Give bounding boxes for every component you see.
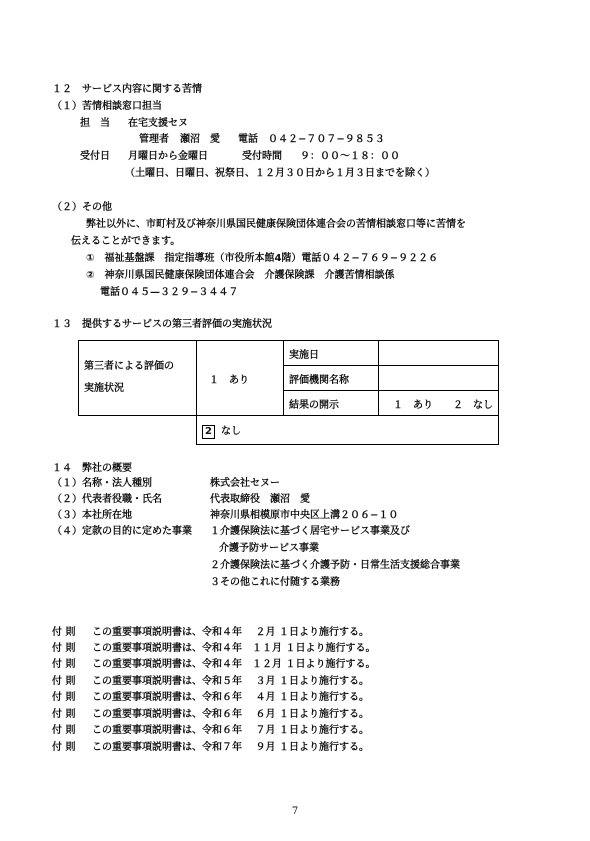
supplementary-label: 付 則: [52, 643, 76, 654]
purpose-line-3: ２介護保険法に基づく介護予防・日常生活支援総合事業: [210, 560, 460, 571]
contact-1: ① 福祉基盤課 指定指導班（市役所本館4階）電話０４２−７６９−９２２６: [86, 253, 439, 264]
company-row-label: （１）名称・法人種別: [52, 478, 152, 489]
company-row-value: １介護保険法に基づく居宅サービス事業及び: [210, 526, 410, 537]
row-implementation-date-label: 実施日: [284, 341, 379, 366]
uketsuke-label: 受付日: [80, 151, 110, 162]
row-implementation-date-value: [379, 341, 499, 366]
supplementary-label: 付 則: [52, 742, 76, 753]
manager-label: 管理者: [139, 134, 169, 145]
supplementary-text: この重要事項説明書は、令和５年 ３月 １日より施行する。: [92, 676, 369, 687]
row-evaluator-name-label: 評価機関名称: [284, 366, 379, 391]
purpose-line-2: 介護予防サービス事業: [219, 543, 319, 554]
uketsuke-note: （土曜日、日曜日、祝祭日、１２月３０日から１月３日までを除く）: [125, 168, 435, 179]
supplementary-label: 付 則: [52, 709, 76, 720]
row-disclosure-label: 結果の開示: [284, 391, 379, 416]
contact-2: ② 神奈川県国民健康保険団体連合会 介護保険課 介護苦情相談係: [86, 270, 395, 281]
other-title: （２）その他: [52, 202, 112, 213]
row-evaluator-name-value: [379, 366, 499, 391]
section-13-heading: １３ 提供するサービスの第三者評価の実施状況: [52, 319, 272, 330]
company-row-value: 株式会社セヌー: [210, 478, 280, 489]
company-row-value: 神奈川県相模原市中央区上溝２０６−１０: [210, 510, 399, 521]
supplementary-text: この重要事項説明書は、令和４年 ２月 １日より施行する。: [92, 627, 369, 638]
option-no-cell: [197, 416, 499, 445]
blank-cell: [79, 416, 197, 445]
manager-name: 瀬沼 愛: [180, 134, 220, 145]
supplementary-text: この重要事項説明書は、令和４年 １２月 １日より施行する。: [92, 659, 376, 670]
manager-tel: 電話 ０４２−７０７−９８５３: [238, 134, 385, 145]
option-no-text: なし: [220, 425, 241, 437]
other-text-2: 伝えることができます。: [71, 236, 181, 247]
supplementary-label: 付 則: [52, 659, 76, 670]
uketsuke-time-label: 受付時間: [242, 151, 282, 162]
supplementary-text: この重要事項説明書は、令和６年 ４月 １日より施行する。: [92, 692, 369, 703]
uketsuke-time: ９：００〜１８：００: [300, 151, 400, 162]
option-yes: １ あり: [209, 374, 249, 386]
evaluation-label-cell: [79, 341, 197, 416]
company-row-label: （２）代表者役職・氏名: [52, 494, 162, 505]
supplementary-text: この重要事項説明書は、令和４年 １１月 １日より施行する。: [92, 643, 376, 654]
option-no-number: 2: [202, 425, 215, 439]
supplementary-text: この重要事項説明書は、令和６年 ６月 １日より施行する。: [92, 709, 369, 720]
evaluation-label-line1: 第三者による評価の: [84, 361, 174, 372]
third-party-evaluation-table: [78, 340, 499, 445]
company-row-label: （３）本社所在地: [52, 510, 132, 521]
supplementary-text: この重要事項説明書は、令和６年 ７月 １日より施行する。: [92, 725, 369, 736]
evaluation-label-line2: 実施状況: [84, 383, 124, 394]
row-disclosure-value: １ あり ２ なし: [379, 391, 499, 416]
supplementary-label: 付 則: [52, 692, 76, 703]
tanto-value: 在宅支援セヌ: [128, 118, 188, 129]
section-14-heading: １４ 弊社の概要: [52, 463, 132, 474]
other-text-1: 弊社以外に、市町村及び神奈川県国民健康保険団体連合会の苦情相談窓口等に苦情を: [86, 219, 466, 230]
supplementary-text: この重要事項説明書は、令和７年 ９月 １日より施行する。: [92, 742, 369, 753]
uketsuke-days: 月曜日から金曜日: [128, 151, 208, 162]
contact-2-tel: 電話０４５—３２９−３４４７: [100, 287, 239, 298]
tanto-label: 担 当: [80, 118, 110, 129]
company-row-label: （４）定款の目的に定めた事業: [52, 526, 192, 537]
supplementary-label: 付 則: [52, 627, 76, 638]
supplementary-label: 付 則: [52, 725, 76, 736]
complaint-window-title: （１）苦情相談窓口担当: [52, 101, 162, 112]
section-12-heading: １２ サービス内容に関する苦情: [52, 84, 202, 95]
page-number: 7: [291, 806, 299, 817]
purpose-line-4: ３その他これに付随する業務: [210, 577, 340, 588]
company-row-value: 代表取締役 瀬沼 愛: [210, 494, 310, 505]
option-yes-cell: [197, 341, 284, 416]
supplementary-label: 付 則: [52, 676, 76, 687]
